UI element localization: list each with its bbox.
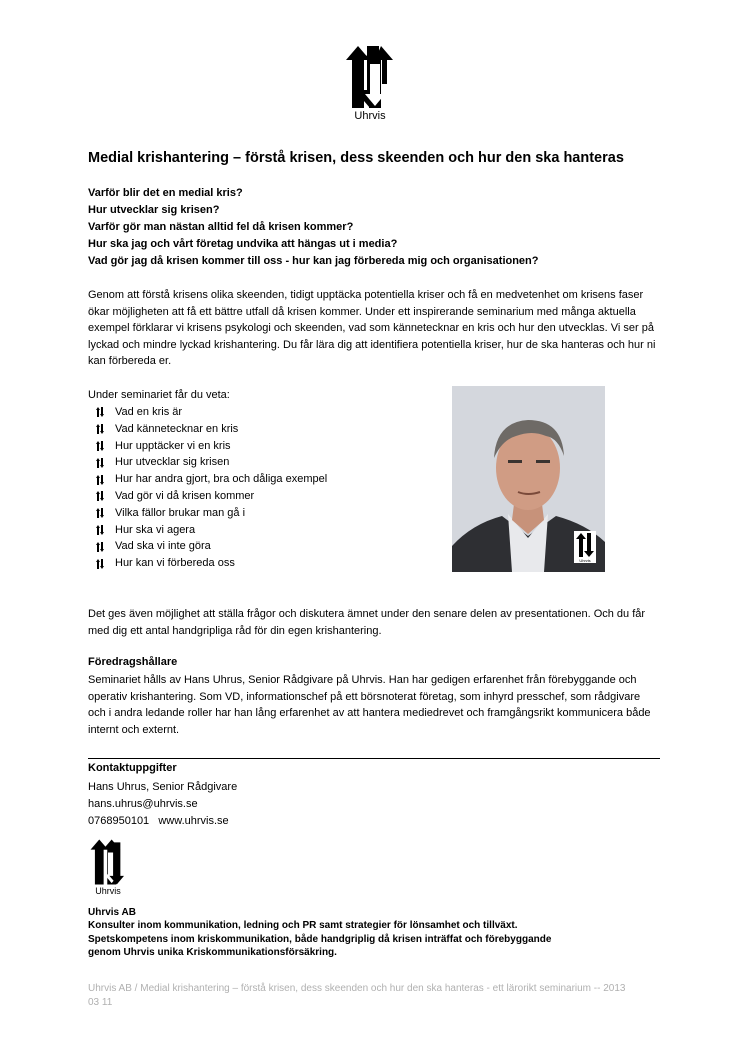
discussion-paragraph: Det ges även möjlighet att ställa frågor och diskutera ämnet under den senare delen av presentationen. Och du får med dig ett antal handgripliga råd för din egen krishantering. [88,608,646,637]
list-item-label: Hur utvecklar sig krisen [115,456,230,469]
list-item-label: Vilka fällor brukar man gå i [115,506,246,519]
uhrvis-arrows-icon [88,838,128,886]
list-item [95,522,435,539]
list-item-label: Hur kan vi förbereda oss [115,557,235,570]
list-item-label: Vad gör vi då krisen kommer [115,489,255,502]
contact-details [88,779,237,830]
question-item: Varför gör man nästan alltid fel då krisen kommer? [88,221,354,233]
page-title: Medial krishantering – förstå krisen, dess skeenden och hur den ska hanteras [88,150,624,166]
company-name: Uhrvis AB [88,907,136,918]
question-item: Vad gör jag då krisen kommer till oss - hur kan jag förbereda mig och organisationen? [88,255,539,267]
list-item [95,421,435,438]
question-item: Hur utvecklar sig krisen? [88,204,220,216]
company-line: Spetskompetens inom kriskommunikation, både handgriplig då krisen inträffat och förebyggande [88,933,552,945]
question-item: Varför blir det en medial kris? [88,187,243,199]
list-item [95,471,435,488]
page-footer: Uhrvis AB / Medial krishantering – förstå krisen, dess skeenden och hur den ska hanteras - ett lärorikt seminarium -- 2013 03 11 [88,983,626,1008]
question-list [88,185,688,270]
contact-phone[interactable]: 0768950101 [88,815,150,827]
list-item-label: Vad en kris är [115,406,183,418]
question-item: Hur ska jag och vårt företag undvika att hängas ut i media? [88,238,398,250]
uhrvis-bullet-icon [95,558,105,570]
list-item-label: Hur har andra gjort, bra och dåliga exempel [115,473,328,486]
list-item-label: Vad kännetecknar en kris [115,422,239,435]
uhrvis-arrows-icon [344,44,396,110]
uhrvis-bullet-icon [95,507,105,519]
contact-email[interactable]: hans.uhrus@uhrvis.se [88,798,198,810]
uhrvis-bullet-icon [95,457,105,469]
logo-wordmark: Uhrvis [354,110,386,122]
contact-website-link[interactable]: www.uhrvis.se [158,815,229,827]
uhrvis-bullet-icon [95,440,105,452]
seminar-intro: Under seminariet får du veta: [88,389,230,401]
speaker-photo [452,386,605,572]
list-item-label: Hur ska vi agera [115,523,196,536]
uhrvis-bullet-icon [95,524,105,536]
uhrvis-bullet-icon [95,406,105,418]
list-item [95,438,435,455]
list-item [95,505,435,522]
contact-heading: Kontaktuppgifter [88,762,177,774]
uhrvis-bullet-icon [95,423,105,435]
uhrvis-logo-small [88,838,128,896]
company-info [88,906,668,960]
section-divider [88,758,660,759]
speaker-heading: Föredragshållare [88,656,178,668]
contact-phone-web-row [88,813,237,830]
list-item [95,454,435,471]
intro-paragraph: Genom att förstå krisens olika skeenden, tidigt upptäcka potentiella kriser och få en medvetenhet om krisens faser ökar möjligheten att få ett bättre utfall då krisen kommer. Under ett inspirerande seminarium med många aktuella exempel förklarar vi krisens psykologi och skeenden, vad som kännetecknar en kris och hur den utvecklas. Vi ser på lyckad och mindre lyckad krishantering. Du får lära dig att identifiera potentiella kriser, hur de ska hanteras och hur ni kan förbereda er. [88,289,656,367]
uhrvis-bullet-icon [95,541,105,553]
speaker-paragraph: Seminariet hålls av Hans Uhrus, Senior Rådgivare på Uhrvis. Han har gedigen erfarenhet från förebyggande och operativ krishantering. Som VD, informationschef på ett börsnoterat företag, som inhyrd presschef, som rådgivare och i andra ledande roller har han lång erfarenhet av att hantera mediedrevet och framgångsrikt kommunicera både internt och externt. [88,674,651,736]
seminar-topic-list [95,404,435,572]
list-item [95,488,435,505]
company-line: Konsulter inom kommunikation, ledning och PR samt strategier för lönsamhet och tillväxt. [88,920,518,932]
list-item [95,538,435,555]
uhrvis-bullet-icon [95,490,105,502]
contact-name: Hans Uhrus, Senior Rådgivare [88,781,238,793]
list-item-label: Hur upptäcker vi en kris [115,439,231,452]
logo-wordmark: Uhrvis [95,886,121,896]
uhrvis-photo-logo-icon [574,531,596,563]
list-item-label: Vad ska vi inte göra [115,540,211,553]
list-item [95,404,435,421]
photo-logo-text: Uhrvis [579,558,591,563]
list-item [95,555,435,572]
uhrvis-logo [344,44,396,124]
company-line: genom Uhrvis unika Kriskommunikationsförsäkring. [88,947,337,959]
uhrvis-bullet-icon [95,474,105,486]
